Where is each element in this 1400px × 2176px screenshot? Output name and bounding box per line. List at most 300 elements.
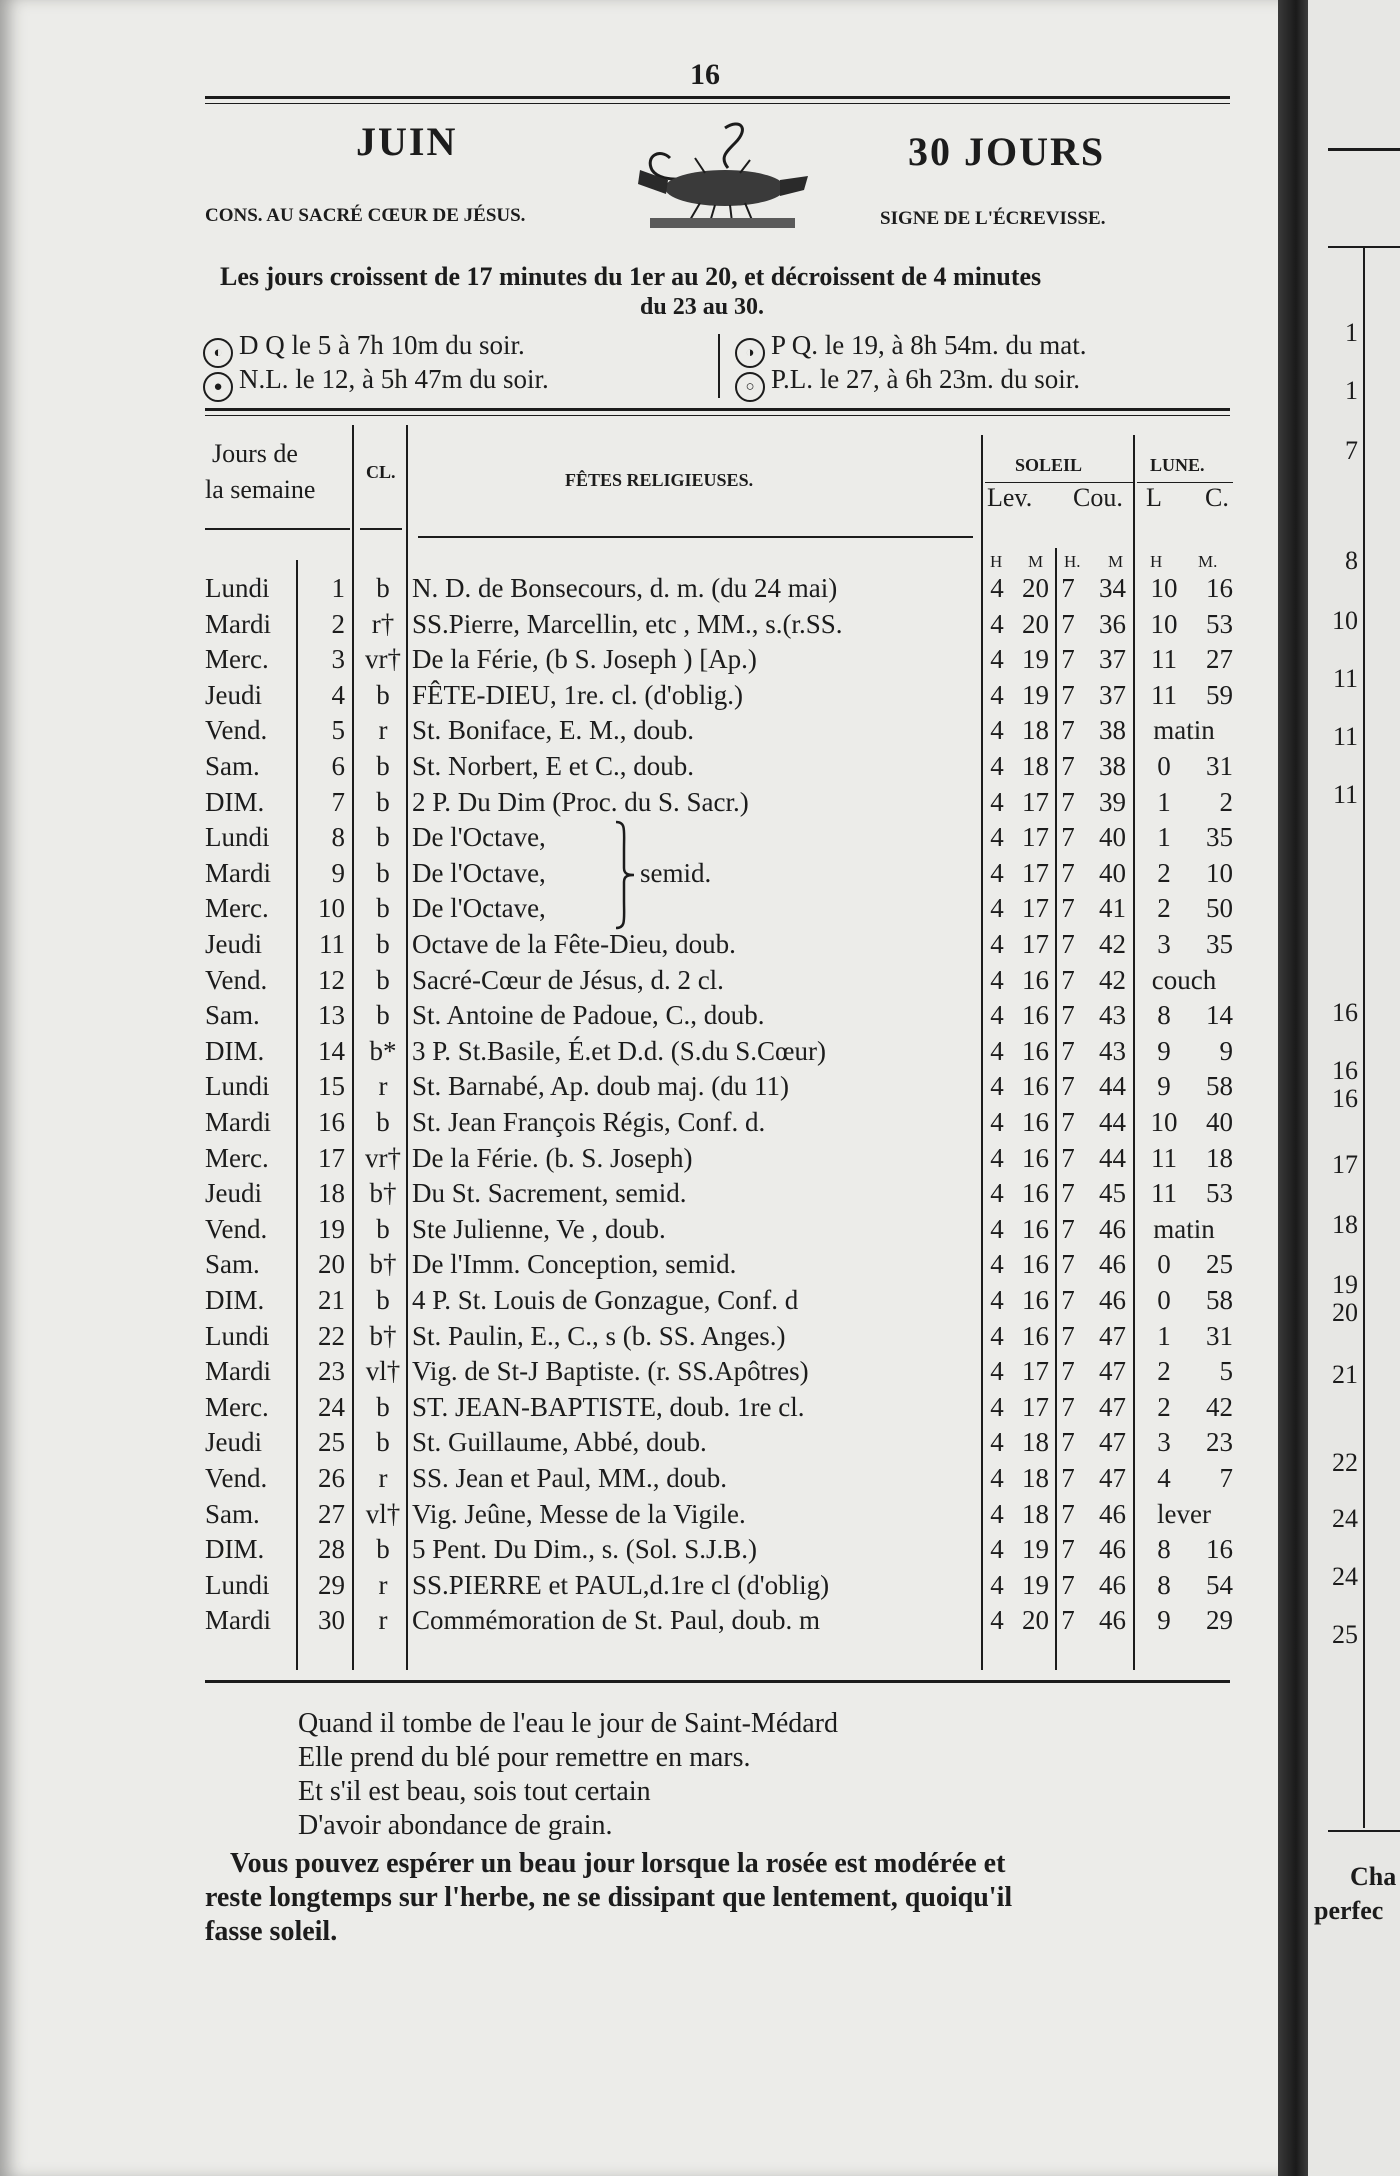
day-name: DIM. (205, 1035, 265, 1066)
top-rule-thin (205, 103, 1230, 104)
moon-event: matin (1153, 1213, 1215, 1244)
moonrise-minute: 40 (1206, 1107, 1233, 1137)
sunrise-hour: 4 (990, 1178, 1004, 1209)
phase-pl: ○ P.L. le 27, à 6h 23m. du soir. (735, 364, 1080, 402)
table-row (0, 784, 1278, 820)
consecration-text: CONS. AU SACRÉ CŒUR DE JÉSUS. (205, 205, 526, 226)
table-row (0, 1033, 1278, 1069)
sunset-hour: 7 (1061, 715, 1075, 746)
sunset-minute: 39 (1099, 786, 1126, 817)
moonrise-hour: 8 (1157, 1000, 1171, 1031)
phase-bottom-rule-thin (205, 415, 1230, 416)
day-name: Lundi (205, 822, 270, 853)
table-row (0, 1104, 1278, 1140)
moonrise-hour: 8 (1157, 1569, 1171, 1600)
sunset-hour: 7 (1061, 929, 1075, 959)
table-row (0, 1567, 1278, 1603)
sunset-minute: 42 (1099, 929, 1126, 959)
sunset-hour: 7 (1061, 1356, 1075, 1387)
liturgical-class: r (378, 1463, 388, 1493)
moonrise-minute: 16 (1206, 573, 1233, 603)
moonrise-minute: 53 (1206, 1178, 1233, 1209)
moonrise-minute: 35 (1206, 929, 1233, 959)
feast-name: De l'Octave, (412, 857, 546, 888)
sunset-hour: 7 (1061, 964, 1075, 995)
moonrise-hour: 2 (1157, 1391, 1171, 1422)
day-number: 20 (318, 1249, 345, 1280)
moonrise-hour: 11 (1151, 679, 1177, 710)
feast-name: De l'Octave, (412, 893, 546, 924)
sunset-hour: 7 (1061, 1035, 1075, 1066)
day-name: Mardi (205, 1356, 271, 1387)
liturgical-class: b (376, 1534, 390, 1565)
day-number: 6 (331, 751, 345, 781)
sunset-minute: 40 (1099, 857, 1126, 888)
moonrise-hour: 0 (1157, 751, 1171, 781)
sunrise-minute: 16 (1022, 1071, 1049, 1102)
liturgical-class: b (376, 929, 390, 959)
col-header-days-2: la semaine (205, 475, 316, 504)
sunset-hour: 7 (1061, 1463, 1075, 1493)
feast-name: SS.PIERRE et PAUL,d.1re cl (d'oblig) (412, 1569, 830, 1600)
table-row (0, 1353, 1278, 1389)
moon-event: matin (1153, 715, 1215, 746)
next-page-number: 18 (1332, 1210, 1358, 1239)
col-header-cou: Cou. (1073, 483, 1123, 512)
moonrise-hour: 10 (1150, 1107, 1178, 1137)
moonrise-minute: 54 (1206, 1569, 1233, 1600)
sunset-minute: 46 (1099, 1569, 1126, 1600)
table-row (0, 997, 1278, 1033)
table-row (0, 641, 1278, 677)
feast-name: De l'Imm. Conception, semid. (412, 1249, 737, 1280)
next-page-rule (1328, 148, 1400, 151)
sunrise-hour: 4 (990, 1071, 1004, 1102)
feast-name: FÊTE-DIEU, 1re. cl. (d'oblig.) (412, 679, 744, 710)
liturgical-class: r (378, 1605, 388, 1636)
moonrise-hour: 1 (1157, 786, 1171, 817)
sunrise-hour: 4 (990, 679, 1004, 710)
sunrise-hour: 4 (990, 1569, 1004, 1600)
moonrise-hour: 8 (1157, 1534, 1171, 1565)
sunset-hour: 7 (1061, 1569, 1075, 1600)
sunrise-hour: 4 (990, 1000, 1004, 1031)
moonrise-minute: 18 (1206, 1142, 1233, 1173)
sunset-hour: 7 (1061, 893, 1075, 924)
day-number: 25 (318, 1427, 345, 1458)
moonrise-hour: 3 (1157, 929, 1171, 959)
sunset-hour: 7 (1061, 1142, 1075, 1173)
liturgical-class: vl† (365, 1356, 401, 1387)
sunrise-hour: 4 (990, 1498, 1004, 1529)
sunset-minute: 41 (1099, 893, 1126, 924)
sunset-hour: 7 (1061, 1605, 1075, 1636)
sunrise-hour: 4 (990, 964, 1004, 995)
liturgical-class: b (376, 1000, 390, 1031)
sunrise-minute: 17 (1022, 786, 1049, 817)
sunrise-minute: 16 (1022, 964, 1049, 995)
liturgical-class: b (376, 679, 390, 710)
moon-event: couch (1151, 964, 1217, 995)
sunrise-hour: 4 (990, 715, 1004, 746)
feast-name: St. Guillaume, Abbé, doub. (412, 1427, 707, 1458)
sunrise-minute: 18 (1022, 1498, 1049, 1529)
sunrise-minute: 16 (1022, 1178, 1049, 1209)
day-name: Merc. (205, 644, 269, 675)
table-row (0, 570, 1278, 606)
sunrise-minute: 18 (1022, 1427, 1049, 1458)
zodiac-sign-text: SIGNE DE L'ÉCREVISSE. (880, 208, 1106, 229)
col-header-lev: Lev. (987, 483, 1033, 512)
next-page-number: 24 (1332, 1562, 1358, 1591)
sub-m2: M (1108, 552, 1124, 571)
liturgical-class: vr† (365, 644, 401, 675)
moonrise-hour: 9 (1157, 1071, 1171, 1102)
day-number: 11 (319, 929, 345, 959)
table-row (0, 1246, 1278, 1282)
day-name: Merc. (205, 1142, 269, 1173)
sunrise-hour: 4 (990, 893, 1004, 924)
day-number: 5 (331, 715, 345, 746)
sunrise-minute: 17 (1022, 1356, 1049, 1387)
sunset-hour: 7 (1061, 1071, 1075, 1102)
liturgical-class: b† (369, 1249, 397, 1280)
day-number: 28 (318, 1534, 345, 1565)
feast-name: 2 P. Du Dim (Proc. du S. Sacr.) (412, 786, 749, 817)
moonrise-minute: 25 (1206, 1249, 1233, 1280)
table-row (0, 677, 1278, 713)
next-page-number: 1 (1345, 376, 1358, 405)
moonrise-minute: 27 (1206, 644, 1233, 675)
sunset-hour: 7 (1061, 822, 1075, 853)
sunset-minute: 44 (1099, 1142, 1126, 1173)
sunrise-hour: 4 (990, 1391, 1004, 1422)
book-gutter (1278, 0, 1308, 2176)
sunrise-minute: 20 (1022, 573, 1049, 603)
table-row (0, 1140, 1278, 1176)
phase-dq: ◐ D Q le 5 à 7h 10m du soir. (203, 330, 525, 368)
sunset-minute: 47 (1099, 1463, 1126, 1493)
sunrise-minute: 18 (1022, 751, 1049, 781)
day-number: 9 (331, 857, 345, 888)
sub-h3: H (1150, 552, 1163, 571)
sunset-hour: 7 (1061, 1391, 1075, 1422)
sunset-hour: 7 (1061, 1213, 1075, 1244)
sunrise-minute: 16 (1022, 1213, 1049, 1244)
table-row (0, 1175, 1278, 1211)
moonrise-hour: 1 (1157, 1320, 1171, 1351)
table-bottom-rule (205, 1680, 1230, 1683)
sunset-minute: 46 (1099, 1605, 1126, 1636)
table-row (0, 1602, 1278, 1638)
feast-name: Ste Julienne, Ve , doub. (412, 1213, 666, 1244)
day-number: 18 (318, 1178, 345, 1209)
next-page-number: 21 (1332, 1360, 1358, 1389)
feast-name: St. Norbert, E et C., doub. (412, 751, 694, 781)
feast-name: St. Barnabé, Ap. doub maj. (du 11) (412, 1071, 789, 1102)
octave-brace-icon (612, 820, 636, 930)
sunset-minute: 44 (1099, 1071, 1126, 1102)
moonrise-minute: 23 (1206, 1427, 1233, 1458)
sunrise-hour: 4 (990, 573, 1004, 603)
sunset-minute: 34 (1099, 573, 1126, 603)
sunset-minute: 42 (1099, 964, 1126, 995)
sunrise-hour: 4 (990, 1285, 1004, 1315)
day-name: Mardi (205, 1605, 271, 1636)
day-name: Jeudi (205, 1427, 262, 1458)
next-page-text-2: perfec (1314, 1896, 1384, 1925)
full-moon-icon: ○ (735, 372, 765, 402)
table-row (0, 748, 1278, 784)
next-page-number: 16 (1332, 1056, 1358, 1085)
sunset-minute: 40 (1099, 822, 1126, 853)
day-name: Mardi (205, 1107, 271, 1137)
sunset-minute: 47 (1099, 1391, 1126, 1422)
day-name: Lundi (205, 573, 270, 603)
sunset-hour: 7 (1061, 1249, 1075, 1280)
moonrise-minute: 35 (1206, 822, 1233, 853)
moonrise-minute: 16 (1206, 1534, 1233, 1565)
sunset-minute: 43 (1099, 1035, 1126, 1066)
day-number: 16 (318, 1107, 345, 1137)
liturgical-class: b* (369, 1035, 397, 1066)
day-number: 15 (318, 1071, 345, 1102)
col-header-c: C. (1205, 483, 1229, 512)
sunrise-hour: 4 (990, 644, 1004, 675)
sunrise-hour: 4 (990, 1605, 1004, 1636)
poem-line-2: Elle prend du blé pour remettre en mars. (298, 1742, 751, 1773)
feast-name: Commémoration de St. Paul, doub. m (412, 1605, 820, 1636)
sunset-hour: 7 (1061, 1320, 1075, 1351)
table-row (0, 1318, 1278, 1354)
moonrise-hour: 0 (1157, 1285, 1171, 1315)
sunset-minute: 46 (1099, 1534, 1126, 1565)
col-header-soleil: SOLEIL (1015, 455, 1083, 475)
day-name: Sam. (205, 751, 260, 781)
sunrise-hour: 4 (990, 1427, 1004, 1458)
next-page-number: 11 (1332, 722, 1358, 751)
sunrise-hour: 4 (990, 1213, 1004, 1244)
page-number: 16 (690, 58, 720, 91)
day-name: Vend. (205, 964, 268, 995)
phase-bottom-rule (205, 408, 1230, 411)
liturgical-class: b (376, 786, 390, 817)
liturgical-class: b (376, 822, 390, 853)
liturgical-class: b (376, 1285, 390, 1315)
sunset-minute: 37 (1099, 679, 1126, 710)
liturgical-class: b (376, 857, 390, 888)
sunrise-minute: 16 (1022, 1000, 1049, 1031)
poem-line-1: Quand il tombe de l'eau le jour de Saint-Médard (298, 1708, 838, 1739)
sunset-hour: 7 (1061, 786, 1075, 817)
table-row (0, 1282, 1278, 1318)
moonrise-minute: 7 (1219, 1463, 1233, 1493)
month-title: JUIN (356, 119, 458, 164)
feast-name: De l'Octave, (412, 822, 546, 853)
day-name: Mardi (205, 857, 271, 888)
sunrise-hour: 4 (990, 608, 1004, 639)
sunset-hour: 7 (1061, 644, 1075, 675)
feast-name: Octave de la Fête-Dieu, doub. (412, 929, 736, 959)
next-page-number: 20 (1332, 1298, 1358, 1327)
moonrise-minute: 14 (1206, 1000, 1233, 1031)
feast-name: N. D. de Bonsecours, d. m. (du 24 mai) (412, 573, 838, 603)
sunset-hour: 7 (1061, 1534, 1075, 1565)
lune-underline (1137, 482, 1233, 483)
moonrise-hour: 10 (1150, 608, 1178, 639)
next-page-number: 16 (1332, 1084, 1358, 1113)
moonrise-hour: 4 (1157, 1463, 1171, 1493)
feast-name: SS. Jean et Paul, MM., doub. (412, 1463, 728, 1493)
sunset-minute: 46 (1099, 1498, 1126, 1529)
day-number: 27 (318, 1498, 345, 1529)
sunset-minute: 47 (1099, 1320, 1126, 1351)
sunset-hour: 7 (1061, 1427, 1075, 1458)
table-row (0, 1068, 1278, 1104)
day-name: Vend. (205, 1213, 268, 1244)
sunrise-minute: 19 (1022, 1569, 1049, 1600)
table-row (0, 1211, 1278, 1247)
sunrise-hour: 4 (990, 929, 1004, 959)
sunrise-minute: 17 (1022, 822, 1049, 853)
day-number: 30 (318, 1605, 345, 1636)
sub-h1: H (990, 552, 1003, 571)
next-page-number: 19 (1332, 1270, 1358, 1299)
moonrise-hour: 9 (1157, 1605, 1171, 1636)
daylight-note-line2: du 23 au 30. (640, 294, 765, 320)
table-row (0, 1531, 1278, 1567)
day-number: 2 (331, 608, 345, 639)
sunset-minute: 38 (1099, 751, 1126, 781)
feast-name: De la Férie. (b. S. Joseph) (412, 1142, 693, 1173)
sunrise-hour: 4 (990, 1320, 1004, 1351)
next-page-fragment (1308, 0, 1400, 2176)
moonrise-hour: 2 (1157, 893, 1171, 924)
daylight-note-line1: Les jours croissent de 17 minutes du 1er au 20, et décroissent de 4 minutes (220, 262, 1042, 291)
next-page-number: 8 (1345, 546, 1358, 575)
sunset-minute: 47 (1099, 1356, 1126, 1387)
table-row (0, 1389, 1278, 1425)
moonrise-minute: 29 (1206, 1605, 1233, 1636)
prose-line-2: reste longtemps sur l'herbe, ne se dissipant que lentement, quoiqu'il (205, 1882, 1013, 1913)
liturgical-class: r (378, 715, 388, 746)
next-page-number: 10 (1332, 606, 1358, 635)
day-name: Sam. (205, 1249, 260, 1280)
liturgical-class: b (376, 573, 390, 603)
sunset-hour: 7 (1061, 1000, 1075, 1031)
moonrise-hour: 2 (1157, 1356, 1171, 1387)
day-number: 3 (331, 644, 345, 675)
liturgical-class: b (376, 893, 390, 924)
moonrise-minute: 50 (1206, 893, 1233, 924)
next-page-number: 25 (1332, 1620, 1358, 1649)
moonrise-minute: 42 (1206, 1391, 1233, 1422)
moonrise-hour: 11 (1151, 644, 1177, 675)
feast-name: Du St. Sacrement, semid. (412, 1178, 687, 1209)
sunrise-minute: 16 (1022, 1035, 1049, 1066)
day-name: Sam. (205, 1000, 260, 1031)
day-name: Jeudi (205, 929, 262, 959)
sunrise-minute: 19 (1022, 1534, 1049, 1565)
liturgical-class: r (378, 1569, 388, 1600)
liturgical-class: b† (369, 1320, 397, 1351)
sunset-minute: 47 (1099, 1427, 1126, 1458)
day-name: Sam. (205, 1498, 260, 1529)
phase-pq: ◑ P Q. le 19, à 8h 54m. du mat. (735, 330, 1086, 368)
day-name: DIM. (205, 1534, 265, 1565)
table-row (0, 606, 1278, 642)
day-name: Lundi (205, 1320, 270, 1351)
sunrise-hour: 4 (990, 1035, 1004, 1066)
sunrise-minute: 18 (1022, 1463, 1049, 1493)
day-name: Lundi (205, 1071, 270, 1102)
sunset-minute: 44 (1099, 1107, 1126, 1137)
prose-line-1: Vous pouvez espérer un beau jour lorsque la rosée est modérée et (230, 1848, 1006, 1879)
next-page-number: 1 (1345, 318, 1358, 347)
first-quarter-moon-icon: ◑ (735, 338, 765, 368)
sunset-hour: 7 (1061, 1178, 1075, 1209)
moonrise-hour: 1 (1157, 822, 1171, 853)
sunset-hour: 7 (1061, 679, 1075, 710)
sunrise-minute: 17 (1022, 893, 1049, 924)
sunrise-hour: 4 (990, 822, 1004, 853)
day-name: DIM. (205, 1285, 265, 1315)
day-number: 14 (318, 1035, 345, 1066)
day-name: Vend. (205, 715, 268, 746)
moonrise-hour: 10 (1150, 573, 1178, 603)
sunset-hour: 7 (1061, 857, 1075, 888)
sunrise-minute: 16 (1022, 1285, 1049, 1315)
next-page-bottom-rule (1328, 1830, 1400, 1832)
liturgical-class: b (376, 1107, 390, 1137)
day-number: 7 (331, 786, 345, 817)
moonrise-minute: 5 (1219, 1356, 1233, 1387)
sub-m1: M (1028, 552, 1044, 571)
moonrise-minute: 58 (1206, 1071, 1233, 1102)
moonrise-minute: 53 (1206, 608, 1233, 639)
day-name: Merc. (205, 1391, 269, 1422)
col-header-cl: CL. (366, 462, 396, 482)
next-page-number: 17 (1332, 1150, 1358, 1179)
day-number: 24 (318, 1391, 345, 1422)
liturgical-class: r (378, 1071, 388, 1102)
sunrise-minute: 16 (1022, 1142, 1049, 1173)
sunset-hour: 7 (1061, 573, 1075, 603)
sunrise-minute: 16 (1022, 1107, 1049, 1137)
top-rule (205, 96, 1230, 99)
next-page-number: 11 (1332, 780, 1358, 809)
table-row (0, 890, 1278, 926)
days-count: 30 JOURS (908, 129, 1106, 174)
sunrise-hour: 4 (990, 1249, 1004, 1280)
feast-name: St. Jean François Régis, Conf. d. (412, 1107, 766, 1137)
table-row (0, 962, 1278, 998)
next-page-number: 24 (1332, 1504, 1358, 1533)
phase-divider (718, 334, 720, 398)
next-page-col-line (1363, 248, 1365, 1828)
sunrise-minute: 20 (1022, 608, 1049, 639)
sunrise-minute: 20 (1022, 1605, 1049, 1636)
liturgical-class: b† (369, 1178, 397, 1209)
sunrise-minute: 19 (1022, 679, 1049, 710)
col-header-l: L (1146, 483, 1162, 512)
next-page-number: 7 (1345, 436, 1358, 465)
col-header-lune: LUNE. (1150, 455, 1205, 475)
sunrise-hour: 4 (990, 1142, 1004, 1173)
day-number: 19 (318, 1213, 345, 1244)
next-page-number: 16 (1332, 998, 1358, 1027)
sunrise-minute: 19 (1022, 644, 1049, 675)
